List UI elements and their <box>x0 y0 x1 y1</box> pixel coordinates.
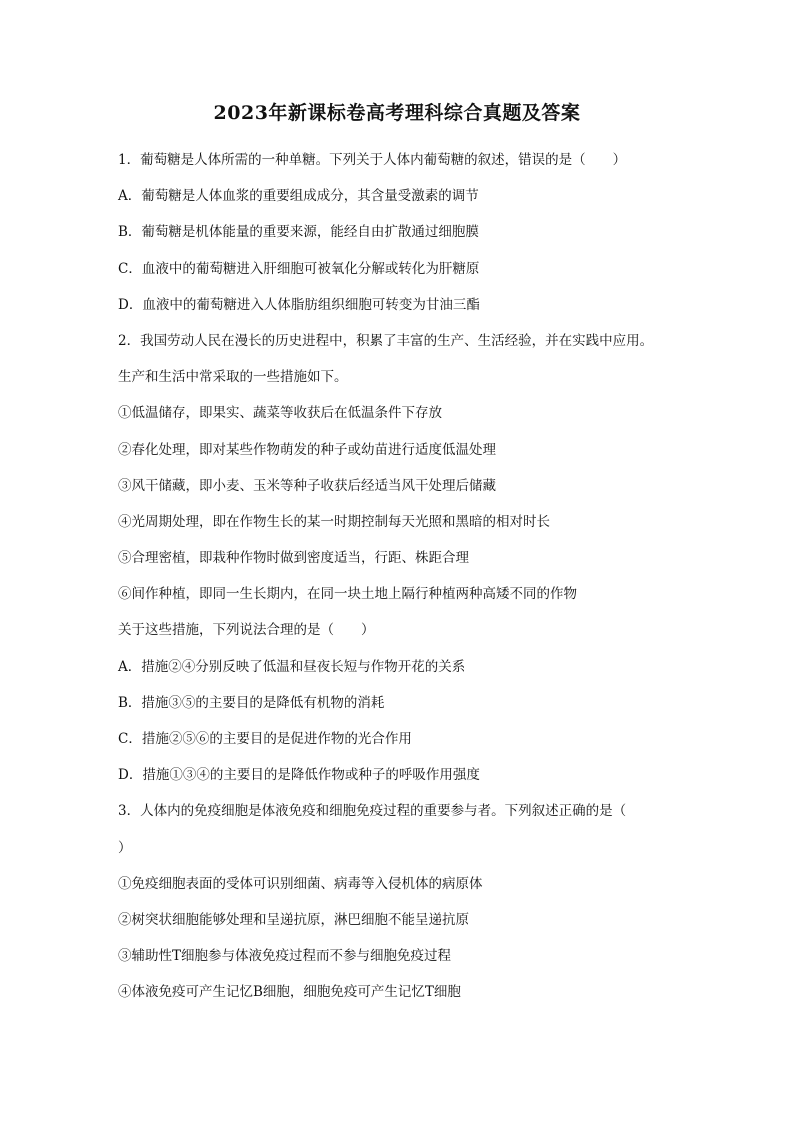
question-1-option-b: B．葡萄糖是机体能量的重要来源，能经自由扩散通过细胞膜 <box>118 224 479 241</box>
question-1-option-a: A．葡萄糖是人体血浆的重要组成成分，其含量受激素的调节 <box>118 188 479 205</box>
question-3-statement-4: ④体液免疫可产生记忆B细胞，细胞免疫可产生记忆T细胞 <box>118 984 461 1001</box>
document-title: 2023年新课标卷高考理科综合真题及答案 <box>213 102 581 124</box>
question-1-stem: 1．葡萄糖是人体所需的一种单糖。下列关于人体内葡萄糖的叙述，错误的是（ ） <box>118 152 627 168</box>
question-2-measure-5: ⑤合理密植，即栽种作物时做到密度适当，行距、株距合理 <box>118 550 469 567</box>
question-2-measure-6: ⑥间作种植，即同一生长期内，在同一块土地上隔行种植两种高矮不同的作物 <box>118 586 577 603</box>
question-2-stem-line-1: 2．我国劳动人民在漫长的历史进程中，积累了丰富的生产、生活经验，并在实践中应用。 <box>118 332 654 349</box>
question-3-stem-line-2: ） <box>118 839 132 856</box>
question-2-stem-line-2: 生产和生活中常采取的一些措施如下。 <box>118 369 348 386</box>
question-2-option-a: A．措施②④分别反映了低温和昼夜长短与作物开花的关系 <box>118 658 466 675</box>
question-3-statement-1: ①免疫细胞表面的受体可识别细菌、病毒等入侵机体的病原体 <box>118 875 483 892</box>
question-2-option-c: C．措施②⑤⑥的主要目的是促进作物的光合作用 <box>118 731 412 747</box>
question-2-measure-1: ①低温储存，即果实、蔬菜等收获后在低温条件下存放 <box>118 405 442 422</box>
question-2-prompt: 关于这些措施，下列说法合理的是（ ） <box>118 622 375 639</box>
question-2-option-d: D．措施①③④的主要目的是降低作物或种子的呼吸作用强度 <box>118 767 480 784</box>
question-1-option-c: C．血液中的葡萄糖进入肝细胞可被氧化分解或转化为肝糖原 <box>118 260 480 277</box>
question-3-stem-line-1: 3．人体内的免疫细胞是体液免疫和细胞免疫过程的重要参与者。下列叙述正确的是（ <box>118 803 627 820</box>
question-2-option-b: B．措施③⑤的主要目的是降低有机物的消耗 <box>118 694 385 711</box>
document-body <box>118 151 698 1020</box>
question-1-option-d: D．血液中的葡萄糖进入人体脂肪组织细胞可转变为甘油三酯 <box>118 296 480 313</box>
question-3-statement-2: ②树突状细胞能够处理和呈递抗原，淋巴细胞不能呈递抗原 <box>118 911 469 928</box>
question-2-measure-3: ③风干储藏，即小麦、玉米等种子收获后经适当风干处理后储藏 <box>118 477 496 494</box>
question-2-measure-4: ④光周期处理，即在作物生长的某一时期控制每天光照和黑暗的相对时长 <box>118 513 550 530</box>
question-2-measure-2: ②春化处理，即对某些作物萌发的种子或幼苗进行适度低温处理 <box>118 441 496 458</box>
question-3-statement-3: ③辅助性T细胞参与体液免疫过程而不参与细胞免疫过程 <box>118 948 452 965</box>
